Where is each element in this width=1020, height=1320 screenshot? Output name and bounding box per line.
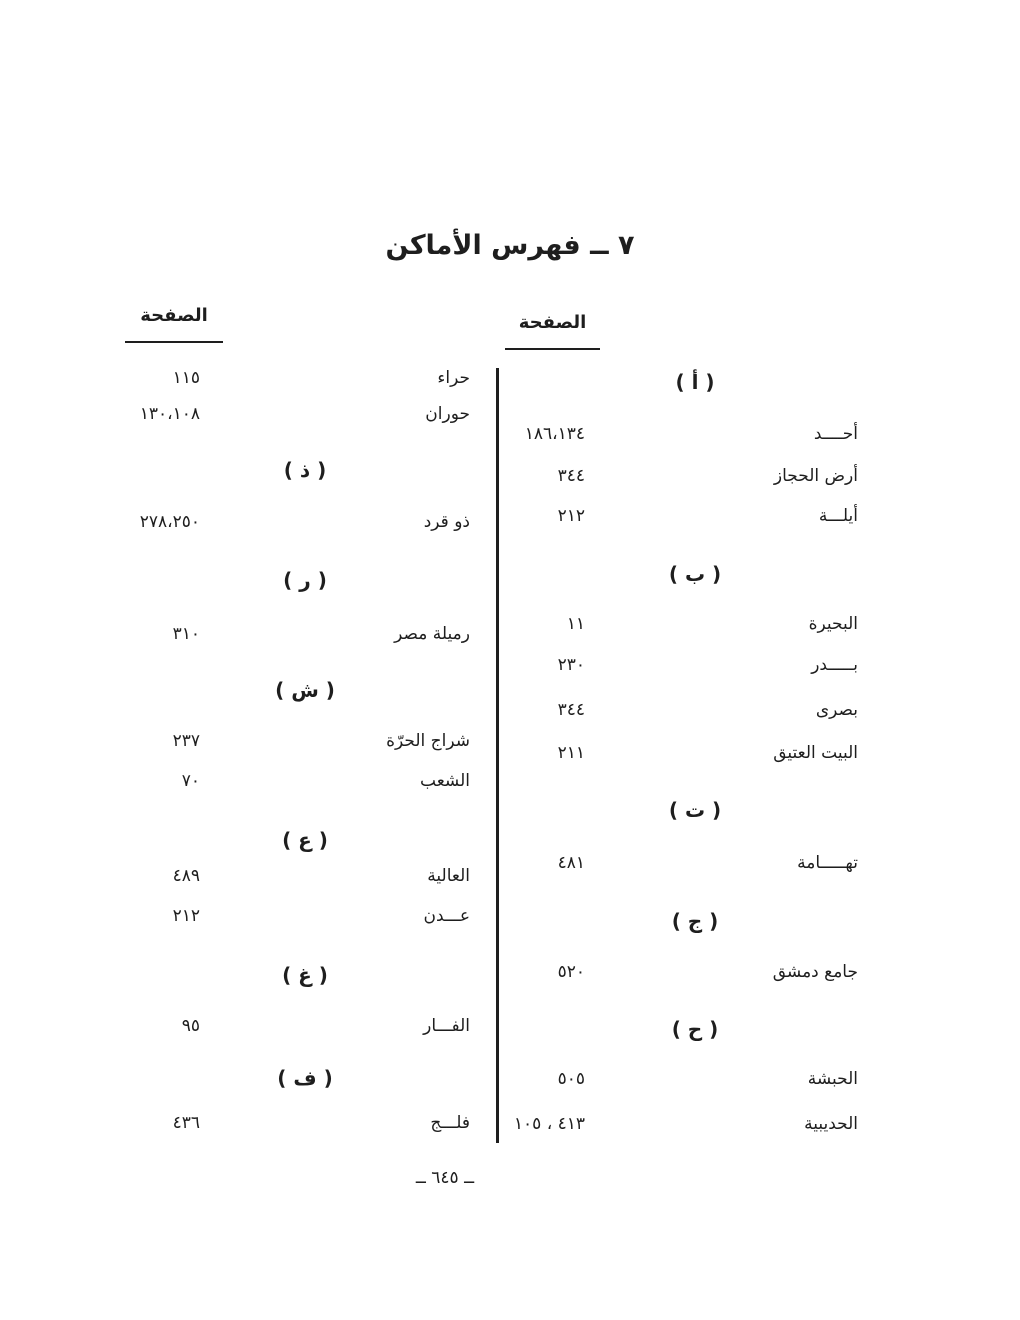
page-numbers: ٥٢٠	[557, 962, 585, 982]
page-title: ٧ ــ فهرس الأماكن	[385, 230, 635, 261]
letter-heading: ( غ )	[282, 963, 328, 987]
page-numbers: ٢١٢	[172, 906, 200, 926]
place-name: بصرى	[815, 700, 858, 720]
place-name: جامع دمشق	[772, 962, 858, 982]
place-name: الشعب	[420, 771, 470, 791]
letter-heading: ( ج )	[671, 909, 719, 933]
letter-heading: ( ب )	[668, 562, 722, 586]
page-numbers: ٣٤٤	[557, 700, 585, 720]
letter-heading: ( ع )	[282, 828, 328, 852]
page-number-footer: ــ ٦٤٥ ــ	[415, 1168, 475, 1188]
page-numbers: ٧٠	[181, 771, 200, 791]
page-numbers: ٢١١	[557, 743, 585, 763]
page-numbers: ٣٤٤	[557, 466, 585, 486]
header-underline-left	[125, 341, 223, 343]
place-name: حراء	[437, 368, 470, 388]
place-name: الفـــار	[423, 1016, 470, 1036]
letter-heading: ( ر )	[283, 568, 327, 592]
page-numbers: ٤٣٦	[172, 1113, 200, 1133]
place-name: شراج الحرّة	[386, 731, 470, 751]
place-name: الحبشة	[807, 1069, 858, 1089]
page-numbers: ١١	[566, 614, 585, 634]
column-header-page-right: الصفحة	[518, 312, 587, 333]
place-name: العالية	[427, 866, 470, 886]
letter-heading: ( ش )	[275, 678, 335, 702]
page-numbers: ٣١٠	[172, 624, 200, 644]
place-name: بـــــدر	[811, 655, 858, 675]
place-name: فلـــج	[430, 1113, 470, 1133]
page-numbers: ٤٨١	[557, 853, 585, 873]
page-numbers: ١١٥	[172, 368, 200, 388]
place-name: ذو قرد	[423, 512, 470, 532]
page-numbers: ٢٣٠	[557, 655, 585, 675]
letter-heading: ( ف )	[277, 1066, 333, 1090]
column-header-page-left: الصفحة	[140, 305, 208, 326]
page-numbers: ٢٧٨،٢٥٠	[139, 512, 200, 532]
place-name: الحديبية	[804, 1114, 858, 1134]
place-name: تهـــــامة	[797, 853, 858, 873]
place-name: عـــدن	[423, 906, 470, 926]
place-name: أيلـــة	[818, 506, 858, 526]
page-numbers: ١٨٦،١٣٤	[524, 424, 585, 444]
place-name: حوران	[425, 404, 470, 424]
letter-heading: ( ح )	[671, 1017, 719, 1041]
page-numbers: ١٣٠،١٠٨	[139, 404, 200, 424]
page-numbers: ٤١٣ ، ١٠٥	[513, 1114, 585, 1134]
page-numbers: ٢٣٧	[172, 731, 200, 751]
place-name: البيت العتيق	[773, 743, 858, 763]
place-name: أحــــد	[813, 424, 858, 444]
header-underline-right	[505, 348, 600, 350]
page-numbers: ٩٥	[181, 1016, 200, 1036]
letter-heading: ( ذ )	[283, 458, 327, 482]
page-numbers: ٥٠٥	[557, 1069, 585, 1089]
letter-heading: ( أ )	[675, 370, 715, 394]
place-name: البحيرة	[808, 614, 858, 634]
place-name: أرض الحجاز	[773, 466, 858, 486]
page-numbers: ٤٨٩	[172, 866, 200, 886]
place-name: رميلة مصر	[394, 624, 470, 644]
page-numbers: ٢١٢	[557, 506, 585, 526]
letter-heading: ( ت )	[668, 798, 722, 822]
